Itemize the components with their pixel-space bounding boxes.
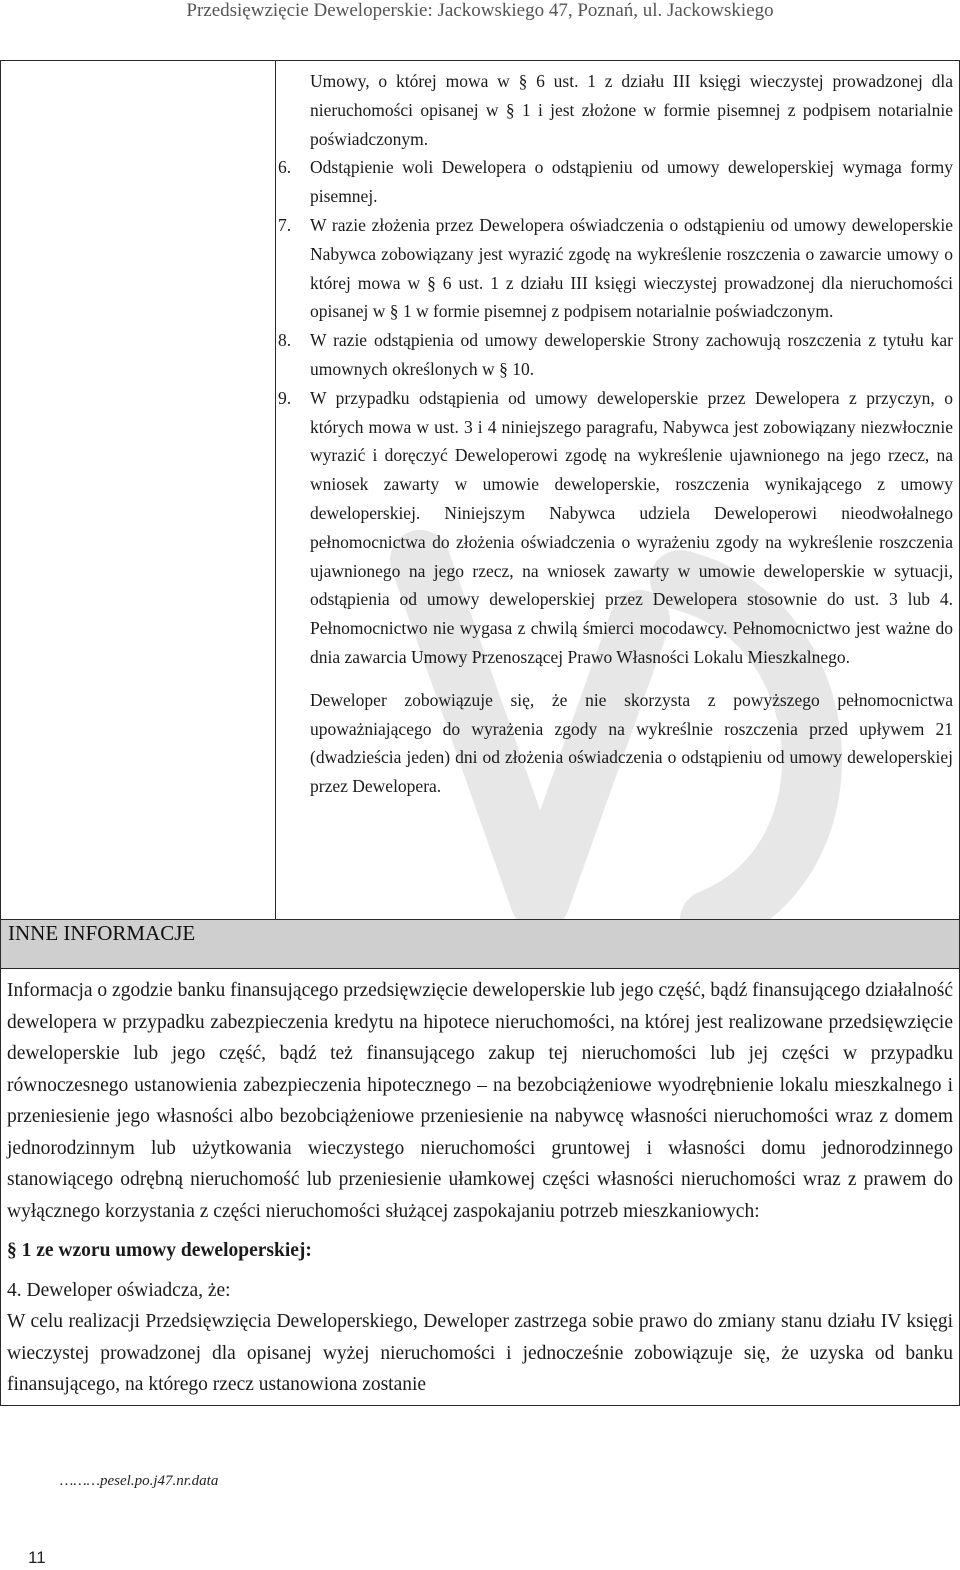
list-item-number: 9. xyxy=(278,387,292,408)
list-item-text: W razie złożenia przez Dewelopera oświadczenia o odstąpieniu od umowy deweloperskie Nabywca zobowiązany jest wyrazić zgodę na wykreślenie roszczenia o zawarcie umowy o której mowa w § 6 ust. 1 z działu III księgi wieczystej prowadzonej dla nieruchomości opisanej w § 1 w formie pisemnej z podpisem notarialnie poświadczonym. xyxy=(310,214,953,322)
list-item xyxy=(276,384,953,672)
list-item-text: W przypadku odstąpienia od umowy deweloperskie przez Dewelopera z przyczyn, o których mowa w ust. 3 i 4 niniejszego paragrafu, Nabywca jest zobowiązany niezwłocznie wyrazić i doręczyć Deweloperowi zgodę na wykreślenie ujawnionego na jego rzecz, na wniosek zawarty w umowie deweloperskie, roszczenia wynikającego z umowy deweloperskiej. Niniejszym Nabywca udziela Deweloperowi nieodwołalnego pełnomocnictwa do złożenia oświadczenia o wyrażeniu zgody na wykreślenie roszczenia ujawnionego na jego rzecz, na wniosek zawarty w umowie deweloperskie w sytuacji, odstąpienia od umowy deweloperskiej przez Dewelopera stosownie do ust. 3 lub 4. Pełnomocnictwo nie wygasa z chwilą śmierci mocodawcy. Pełnomocnictwo jest ważne do dnia zawarcia Umowy Przenoszącej Prawo Własności Lokalu Mieszkalnego. xyxy=(310,387,953,667)
list-item-number: 8. xyxy=(278,330,292,351)
list-item xyxy=(276,67,953,153)
list-item-number: 6. xyxy=(278,157,292,178)
provisions-list xyxy=(276,61,959,672)
list-item xyxy=(276,211,953,326)
list-item-text: W razie odstąpienia od umowy deweloperskie Strony zachowują roszczenia z tytułu kar umownych określonych w § 10. xyxy=(310,330,953,379)
list-item xyxy=(276,153,953,211)
point-text: W celu realizacji Przedsięwzięcia Deweloperskiego, Deweloper zastrzega sobie prawo do zmiany stanu działu IV księgi wieczystej prowadzonej dla opisanej wyżej nieruchomości i jednocześnie zobowiązuje się, że uzyska od banku finansującego, na którego rzecz ustanowiona zostanie xyxy=(7,1311,953,1395)
section-label: INNE INFORMACJE xyxy=(8,921,196,945)
point-label: 4. Deweloper oświadcza, że: xyxy=(7,1279,231,1301)
list-item-number: 7. xyxy=(278,214,292,235)
left-column-cell xyxy=(1,61,276,920)
section-heading: § 1 ze wzoru umowy deweloperskiej: xyxy=(7,1240,312,1261)
page-header: Przedsięwzięcie Deweloperskie: Jackowskiego 47, Poznań, ul. Jackowskiego xyxy=(186,0,774,21)
footer-signature: ………pesel.po.j47.nr.data xyxy=(60,1473,219,1489)
info-cell xyxy=(1,969,960,1406)
list-item-text: Umowy, o której mowa w § 6 ust. 1 z działu III księgi wieczystej prowadzonej dla nieruchomości opisanej w § 1 i jest złożone w formie pisemnej z podpisem notarialnie poświadczonym. xyxy=(310,71,953,149)
info-paragraph: Informacja o zgodzie banku finansującego przedsięwzięcie deweloperskie lub jego część, bądź finansującego działalność dewelopera w przypadku zabezpieczenia kredytu na hipotece nieruchomości, na której jest realizowane przedsięwzięcie deweloperskie lub jego część, bądź też finansującego zakup tej nieruchomości lub jej części w przypadku równoczesnego ustanowienia zabezpieczenia hipotecznego – na bezobciążeniowe wyodrębnienie lokalu mieszkalnego i przeniesienie jego własności albo bezobciążeniowe przeniesienie na nabywcę własności nieruchomości wraz z domem jednorodzinnym lub użytkowania wieczystego nieruchomości gruntowej i własności domu jednorodzinnego stanowiącego odrębną nieruchomość lub przeniesienie ułamkowej części własności nieruchomości wraz z prawem do wyłącznego korzystania z części nieruchomości służącej zaspokajaniu potrzeb mieszkaniowych: xyxy=(7,980,953,1222)
list-item-text: Odstąpienie woli Dewelopera o odstąpieniu od umowy deweloperskiej wymaga formy pisemnej. xyxy=(310,157,953,207)
right-column-cell xyxy=(276,61,960,920)
contract-table xyxy=(0,60,960,1406)
developer-paragraph: Deweloper zobowiązuje się, że nie skorzysta z powyższego pełnomocnictwa upoważniającego do wyrażenia zgody na wykreślnie roszczenia przed upływem 21 (dwadzieścia jeden) dni od złożenia oświadczenia o odstąpieniu od umowy deweloperskiej przez Dewelopera. xyxy=(310,689,953,797)
list-item xyxy=(276,326,953,384)
page-number: 11 xyxy=(28,1548,46,1567)
